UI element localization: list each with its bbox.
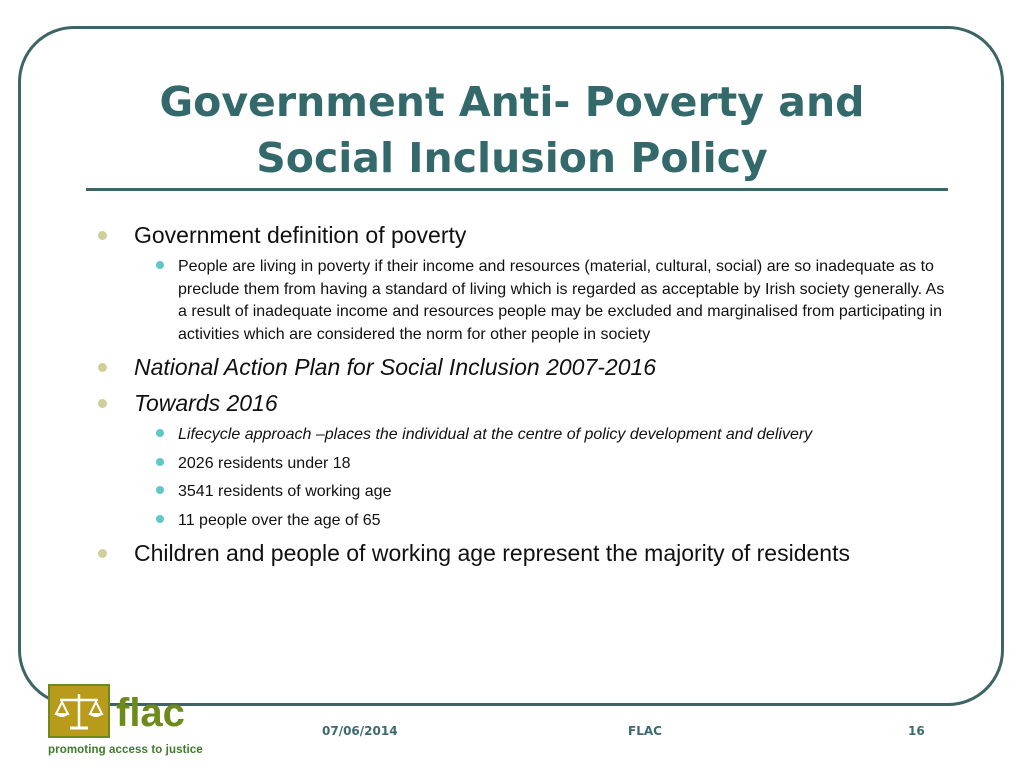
sub-bullet-dot-icon bbox=[156, 486, 164, 494]
footer-page-number: 16 bbox=[908, 724, 925, 738]
title-line-2: Social Inclusion Policy bbox=[256, 134, 768, 182]
footer-center-label: FLAC bbox=[628, 724, 662, 738]
bullet-dot-icon bbox=[98, 363, 107, 372]
scales-of-justice-icon bbox=[48, 684, 110, 738]
sub-bullet-under-18 bbox=[98, 453, 948, 476]
bullet-text: Children and people of working age represent the majority of residents bbox=[134, 540, 850, 566]
bullet-text: National Action Plan for Social Inclusion 2007-2016 bbox=[134, 354, 657, 380]
sub-bullet-dot-icon bbox=[156, 429, 164, 437]
bullet-dot-icon bbox=[98, 549, 107, 558]
sub-bullet-text: People are living in poverty if their income and resources (material, cultural, social) are so inadequate as to preclude them from having a standard of living which is regarded as acceptable by Irish society generally. As a result of inadequate income and resources people may be excluded and marginalised from participating in activities which are considered the norm for other people in society bbox=[178, 258, 945, 343]
bullet-dot-icon bbox=[98, 399, 107, 408]
bullet-text: Towards 2016 bbox=[134, 390, 278, 416]
bullet-text: Government definition of poverty bbox=[134, 222, 467, 248]
title-line-1: Government Anti- Poverty and bbox=[159, 78, 865, 126]
footer-date: 07/06/2014 bbox=[322, 724, 398, 738]
sub-bullet-text: 11 people over the age of 65 bbox=[178, 511, 381, 529]
sub-bullet-working-age bbox=[98, 481, 948, 504]
bullet-dot-icon bbox=[98, 231, 107, 240]
sub-bullet-text: 3541 residents of working age bbox=[178, 483, 392, 500]
sub-bullet-lifecycle bbox=[98, 424, 948, 447]
slide-body bbox=[98, 220, 948, 574]
sub-bullet-text: 2026 residents under 18 bbox=[178, 454, 351, 472]
bullet-national-action-plan bbox=[98, 352, 948, 382]
bullet-poverty-definition bbox=[98, 220, 948, 250]
flac-logo bbox=[48, 684, 208, 764]
logo-wordmark: flac bbox=[116, 691, 185, 735]
bullet-majority-residents bbox=[98, 538, 948, 568]
bullet-towards-2016 bbox=[98, 388, 948, 418]
logo-tagline: promoting access to justice bbox=[48, 744, 203, 756]
slide-title bbox=[60, 74, 964, 186]
sub-bullet-text: Lifecycle approach –places the individual at the centre of policy development and delivery bbox=[178, 426, 813, 443]
sub-bullet-definition-text bbox=[98, 256, 948, 346]
sub-bullet-dot-icon bbox=[156, 458, 164, 466]
sub-bullet-dot-icon bbox=[156, 515, 164, 523]
sub-bullet-over-65 bbox=[98, 510, 948, 533]
title-divider bbox=[86, 188, 948, 191]
sub-bullet-dot-icon bbox=[156, 261, 164, 269]
